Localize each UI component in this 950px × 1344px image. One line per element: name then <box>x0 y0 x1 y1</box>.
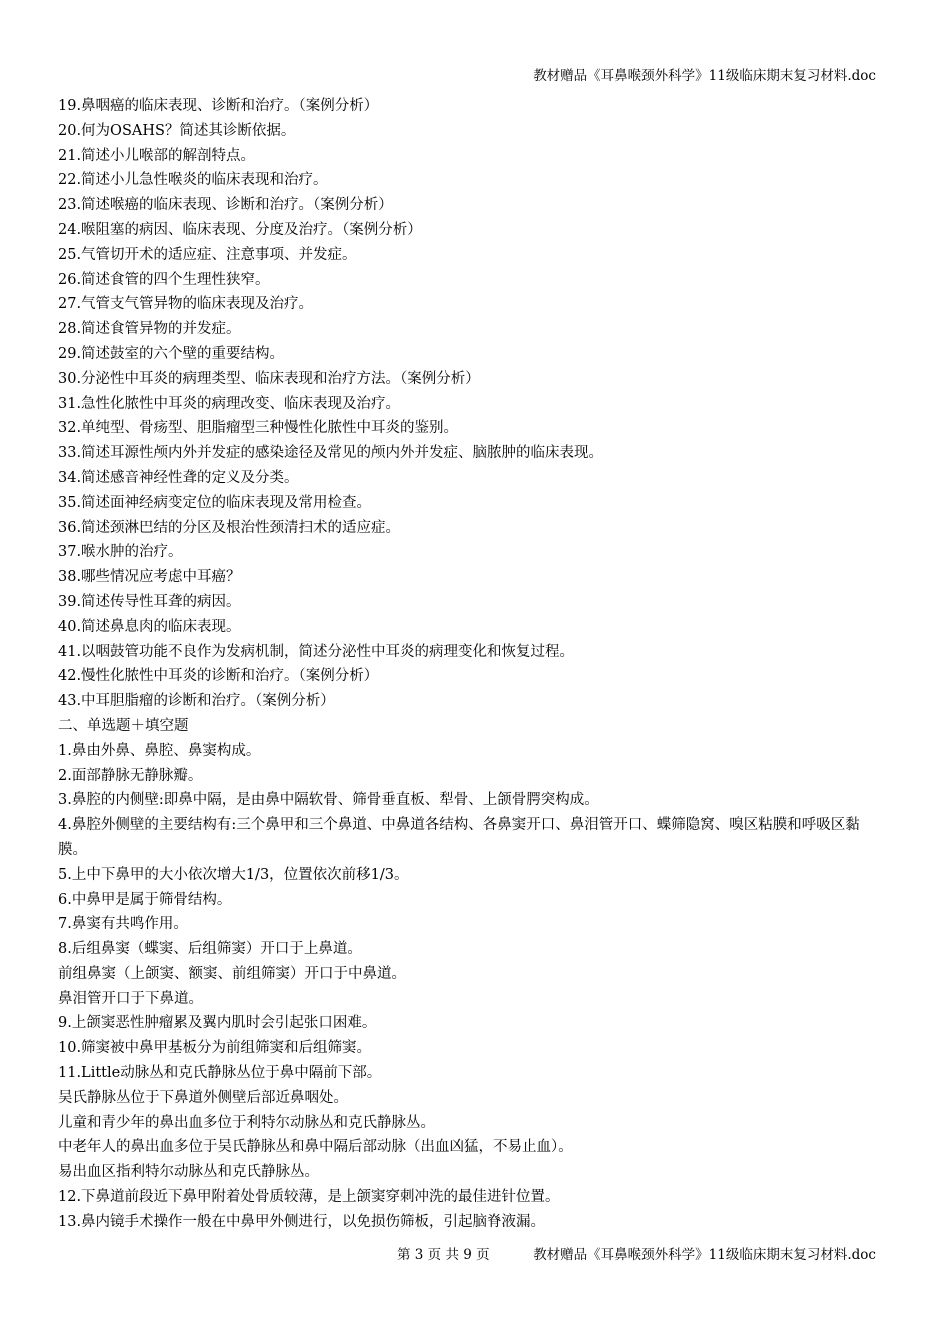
text-line: 24.喉阻塞的病因、临床表现、分度及治疗。（案例分析） <box>58 221 422 238</box>
text-line: 38.哪些情况应考虑中耳癌？ <box>58 569 241 586</box>
text-line: 12.下鼻道前段近下鼻甲附着处骨质较薄，是上颌窦穿刺冲洗的最佳进针位置。 <box>58 1189 560 1206</box>
text-line: 10.筛窦被中鼻甲基板分为前组筛窦和后组筛窦。 <box>58 1040 372 1057</box>
text-line: 40.简述鼻息肉的临床表现。 <box>58 618 241 635</box>
text-line: 鼻泪管开口于下鼻道。 <box>58 990 203 1007</box>
text-line: 8.后组鼻窦（蝶窦、后组筛窦）开口于上鼻道。 <box>58 941 362 958</box>
text-line: 22.简述小儿急性喉炎的临床表现和治疗。 <box>58 172 328 189</box>
text-line: 易出血区指利特尔动脉丛和克氏静脉丛。 <box>58 1164 319 1181</box>
section-heading: 二、单选题＋填空题 <box>58 717 189 734</box>
text-line: 42.慢性化脓性中耳炎的诊断和治疗。（案例分析） <box>58 668 379 685</box>
text-line: 9.上颌窦恶性肿瘤累及翼内肌时会引起张口困难。 <box>58 1015 377 1032</box>
text-line: 7.鼻窦有共鸣作用。 <box>58 916 188 933</box>
page-number: 第 3 页 共 9 页 <box>397 1247 490 1263</box>
page-header: 教材赠品《耳鼻喉颈外科学》11级临床期末复习材料.doc <box>533 68 876 84</box>
text-line: 21.简述小儿喉部的解剖特点。 <box>58 147 256 164</box>
text-line: 34.简述感音神经性聋的定义及分类。 <box>58 469 299 486</box>
text-line: 32.单纯型、骨疡型、胆脂瘤型三种慢性化脓性中耳炎的鉴别。 <box>58 420 459 437</box>
text-line: 11.Little动脉丛和克氏静脉丛位于鼻中隔前下部。 <box>58 1065 382 1082</box>
text-line: 4.鼻腔外侧壁的主要结构有:三个鼻甲和三个鼻道、中鼻道各结构、各鼻窦开口、鼻泪管开口、蝶筛隐窝、嗅区粘膜和呼吸区黏膜。 <box>58 817 860 858</box>
text-line: 吴氏静脉丛位于下鼻道外侧壁后部近鼻咽处。 <box>58 1089 348 1106</box>
footer-doc-title: 教材赠品《耳鼻喉颈外科学》11级临床期末复习材料.doc <box>533 1247 876 1263</box>
text-line: 26.简述食管的四个生理性狭窄。 <box>58 271 270 288</box>
document-body <box>58 94 880 1235</box>
text-line: 27.气管支气管异物的临床表现及治疗。 <box>58 296 314 313</box>
text-line: 2.面部静脉无静脉瓣。 <box>58 767 203 784</box>
text-line: 3.鼻腔的内侧壁:即鼻中隔，是由鼻中隔软骨、筛骨垂直板、犁骨、上颌骨腭突构成。 <box>58 792 599 809</box>
text-line: 23.简述喉癌的临床表现、诊断和治疗。（案例分析） <box>58 197 393 214</box>
text-line: 39.简述传导性耳聋的病因。 <box>58 593 241 610</box>
text-line: 41.以咽鼓管功能不良作为发病机制，简述分泌性中耳炎的病理变化和恢复过程。 <box>58 643 575 660</box>
text-line: 中老年人的鼻出血多位于吴氏静脉丛和鼻中隔后部动脉（出血凶猛，不易止血）。 <box>58 1139 573 1156</box>
text-line: 43.中耳胆脂瘤的诊断和治疗。（案例分析） <box>58 693 335 710</box>
text-line: 37.喉水肿的治疗。 <box>58 544 183 561</box>
text-line: 25.气管切开术的适应症、注意事项、并发症。 <box>58 246 357 263</box>
text-line: 33.简述耳源性颅内外并发症的感染途径及常见的颅内外并发症、脑脓肿的临床表现。 <box>58 445 604 462</box>
text-line: 13.鼻内镜手术操作一般在中鼻甲外侧进行，以免损伤筛板，引起脑脊液漏。 <box>58 1213 546 1230</box>
text-line: 6.中鼻甲是属于筛骨结构。 <box>58 891 232 908</box>
text-line: 前组鼻窦（上颌窦、额窦、前组筛窦）开口于中鼻道。 <box>58 965 406 982</box>
text-line: 20.何为OSAHS？简述其诊断依据。 <box>58 122 296 139</box>
text-line: 36.简述颈淋巴结的分区及根治性颈清扫术的适应症。 <box>58 519 401 536</box>
text-line: 28.简述食管异物的并发症。 <box>58 321 241 338</box>
text-line: 29.简述鼓室的六个壁的重要结构。 <box>58 345 285 362</box>
text-line: 30.分泌性中耳炎的病理类型、临床表现和治疗方法。（案例分析） <box>58 370 480 387</box>
text-line: 儿童和青少年的鼻出血多位于利特尔动脉丛和克氏静脉丛。 <box>58 1114 435 1131</box>
text-line: 31.急性化脓性中耳炎的病理改变、临床表现及治疗。 <box>58 395 401 412</box>
text-line: 5.上中下鼻甲的大小依次增大1/3，位置依次前移1/3。 <box>58 866 409 883</box>
text-line: 1.鼻由外鼻、鼻腔、鼻窦构成。 <box>58 742 261 759</box>
text-line: 19.鼻咽癌的临床表现、诊断和治疗。（案例分析） <box>58 98 379 114</box>
text-line: 35.简述面神经病变定位的临床表现及常用检查。 <box>58 494 372 511</box>
page-footer <box>0 1246 950 1266</box>
